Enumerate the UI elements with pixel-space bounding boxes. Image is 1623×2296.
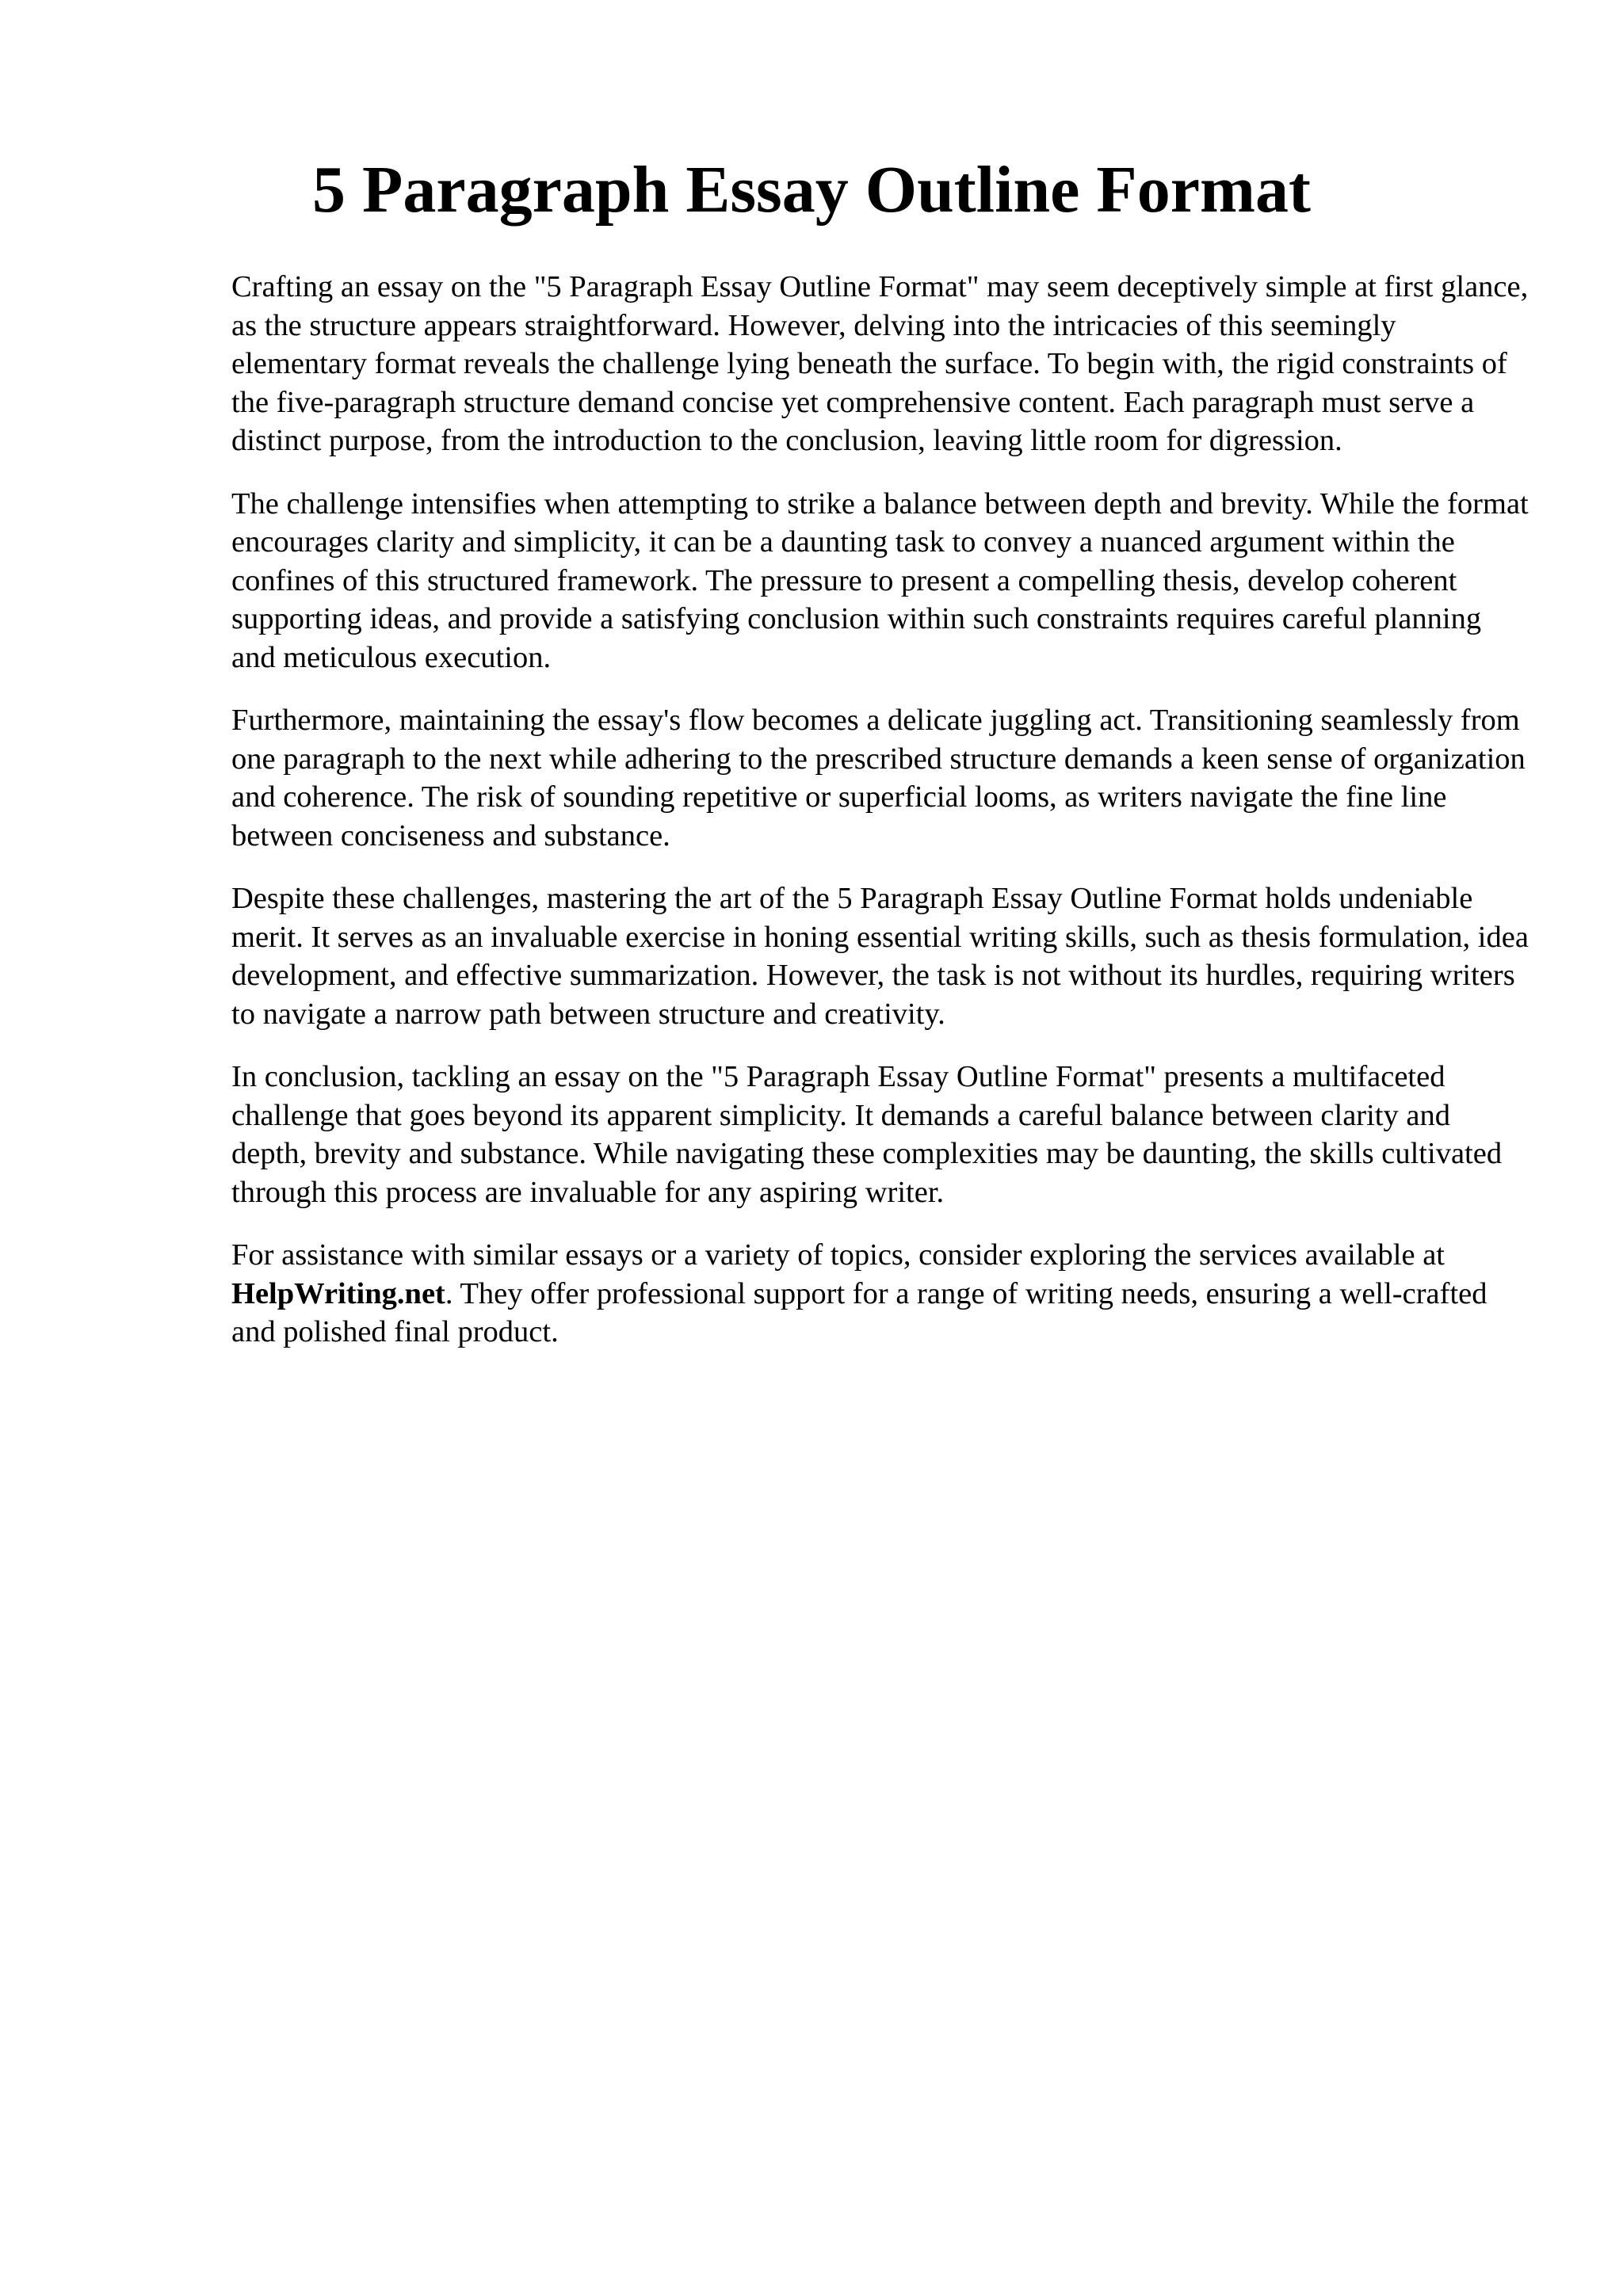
paragraph-1: Crafting an essay on the "5 Paragraph Essay Outline Format" may seem deceptively simple at first glance, as the structure appears straightforward. However, delving into the intricacies of this seemingly elementary format reveals the challenge lying beneath the surface. To begin with, the rigid constraints of the five-paragraph structure demand concise yet comprehensive content. Each paragraph must serve a distinct purpose, from the introduction to the conclusion, leaving little room for digression. — [231, 270, 1529, 457]
closing-text-after-link: . They offer professional support for a range of writing needs, ensuring a well-crafted and polished final product. — [231, 1276, 1487, 1348]
paragraph-4: Despite these challenges, mastering the art of the 5 Paragraph Essay Outline Format holds undeniable merit. It serves as an invaluable exercise in honing essential writing skills, such as thesis formulation, idea development, and effective summarization. However, the task is not without its hurdles, requiring writers to navigate a narrow path between structure and creativity. — [231, 882, 1529, 1031]
document-body — [231, 268, 1531, 1352]
closing-paragraph — [231, 1236, 1531, 1352]
paragraph-5: In conclusion, tackling an essay on the "5 Paragraph Essay Outline Format" presents a multifaceted challenge that goes beyond its apparent simplicity. It demands a careful balance between clarity and depth, brevity and substance. While navigating these complexities may be daunting, the skills cultivated through this process are invaluable for any aspiring writer. — [231, 1060, 1503, 1209]
page-title: 5 Paragraph Essay Outline Format — [312, 153, 1311, 227]
paragraph-3: Furthermore, maintaining the essay's flow becomes a delicate juggling act. Transitioning seamlessly from one paragraph to the next while adhering to the prescribed structure demands a keen sense of organization and coherence. The risk of sounding repetitive or superficial looms, as writers navigate the fine line between conciseness and substance. — [231, 704, 1526, 852]
closing-text-before-link: For assistance with similar essays or a variety of topics, consider exploring the services available at — [231, 1238, 1445, 1272]
paragraph-2: The challenge intensifies when attempting to strike a balance between depth and brevity. While the format encourages clarity and simplicity, it can be a daunting task to convey a nuanced argument within the confines of this structured framework. The pressure to present a compelling thesis, develop coherent supporting ideas, and provide a satisfying conclusion within such constraints requires careful planning and meticulous execution. — [231, 486, 1529, 674]
helpwriting-link[interactable]: HelpWriting.net — [231, 1276, 445, 1310]
